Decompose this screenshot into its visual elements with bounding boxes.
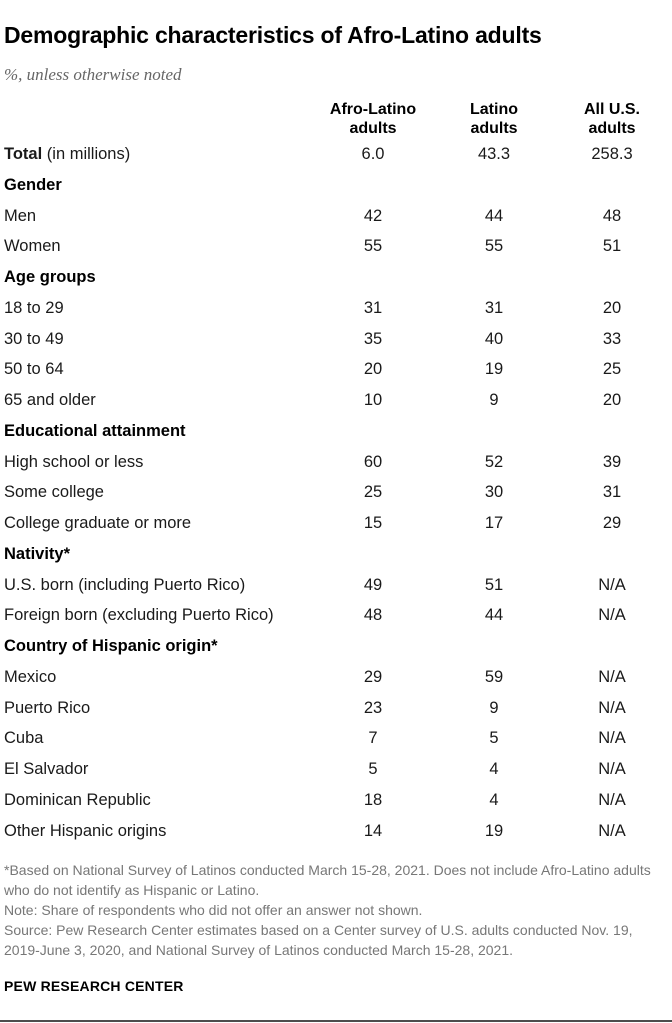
- table-row: [0, 477, 672, 508]
- table-row: [0, 570, 672, 601]
- cell-value: 5: [489, 729, 499, 748]
- cell-value: 30: [484, 483, 504, 502]
- cell-value: 60: [363, 452, 383, 471]
- footnote-note: Note: Share of respondents who did not offer an answer not shown.: [4, 902, 423, 918]
- data-table: [0, 139, 672, 846]
- cell-value: 7: [368, 729, 378, 748]
- cell-value: 20: [363, 360, 383, 379]
- cell-value: 39: [602, 452, 622, 471]
- section-header: [0, 170, 672, 201]
- cell-value: N/A: [598, 575, 626, 594]
- cell-value: 9: [489, 698, 499, 717]
- cell-value: 25: [602, 360, 622, 379]
- cell-value: 48: [602, 206, 622, 225]
- cell-value: 59: [484, 667, 504, 686]
- cell-value: 31: [602, 483, 622, 502]
- bottom-rule: [0, 1020, 672, 1022]
- table-row: [0, 693, 672, 724]
- table-row: [0, 201, 672, 232]
- table-row: [0, 816, 672, 847]
- section-header: [0, 416, 672, 447]
- row-label: Women: [4, 237, 61, 256]
- row-label: El Salvador: [4, 760, 89, 778]
- row-label: 50 to 64: [4, 360, 64, 379]
- row-label: High school or less: [4, 452, 144, 471]
- table-row: [0, 723, 672, 754]
- footnote-asterisk: *Based on National Survey of Latinos conducted March 15-28, 2021. Does not include Afro-Latino adults who do not identify as Hispanic or Latino.: [4, 862, 651, 898]
- row-label: 18 to 29: [4, 298, 64, 317]
- cell-value: N/A: [598, 667, 626, 686]
- cell-value: 44: [484, 206, 504, 225]
- section-label: Country of Hispanic origin*: [4, 637, 218, 655]
- column-header-0: Afro-Latino adults: [329, 101, 417, 137]
- row-label: Mexico: [4, 667, 57, 686]
- table-row: [0, 447, 672, 478]
- cell-value: 31: [363, 298, 383, 317]
- cell-value: N/A: [598, 790, 626, 809]
- cell-value: 19: [484, 821, 504, 840]
- cell-value: 4: [489, 760, 499, 778]
- table-row: [0, 385, 672, 416]
- section-label: Educational attainment: [4, 421, 186, 440]
- cell-value: 51: [602, 237, 622, 256]
- row-label: College graduate or more: [4, 514, 192, 532]
- row-label: Dominican Republic: [4, 790, 151, 809]
- cell-value: 18: [363, 790, 383, 809]
- row-label: Men: [4, 206, 37, 225]
- footnote-source: Source: Pew Research Center estimates based on a Center survey of U.S. adults conducted Nov. 19, 2019-June 3, 2020, and National Survey of Latinos conducted March 15-28, 2021.: [4, 922, 633, 958]
- cell-value: 29: [363, 667, 383, 686]
- table-row: [0, 662, 672, 693]
- row-label: Total (in millions): [4, 145, 131, 163]
- cell-value: 44: [484, 606, 504, 625]
- cell-value: N/A: [598, 606, 626, 625]
- cell-value: 40: [484, 329, 504, 348]
- cell-value: 31: [484, 298, 504, 317]
- table-row: [0, 231, 672, 262]
- row-label: U.S. born (including Puerto Rico): [4, 575, 246, 594]
- row-label: Puerto Rico: [4, 698, 91, 717]
- row-label: Foreign born (excluding Puerto Rico): [4, 606, 274, 625]
- cell-value: N/A: [598, 821, 626, 840]
- cell-value: 43.3: [477, 145, 511, 163]
- row-label: 65 and older: [4, 391, 96, 409]
- cell-value: 25: [363, 483, 383, 502]
- cell-value: 35: [363, 329, 383, 348]
- cell-value: 14: [363, 821, 383, 840]
- row-label: 30 to 49: [4, 329, 64, 348]
- table-row: [0, 754, 672, 785]
- cell-value: 9: [489, 391, 499, 409]
- section-header: [0, 262, 672, 293]
- cell-value: 4: [489, 790, 499, 809]
- cell-value: 20: [602, 391, 622, 409]
- chart-subtitle: %, unless otherwise noted: [4, 65, 182, 84]
- cell-value: N/A: [598, 760, 626, 778]
- cell-value: 19: [484, 360, 504, 379]
- column-header-2: All U.S. adults: [583, 101, 640, 137]
- cell-value: 42: [363, 206, 383, 225]
- column-header-1: Latino adults: [470, 101, 518, 137]
- section-label: Nativity*: [4, 544, 71, 563]
- table-row: [0, 324, 672, 355]
- cell-value: 5: [368, 760, 378, 778]
- section-header: [0, 539, 672, 570]
- cell-value: 29: [602, 514, 622, 532]
- cell-value: 6.0: [361, 145, 385, 163]
- cell-value: 20: [602, 298, 622, 317]
- table-row: [0, 508, 672, 539]
- row-label: Some college: [4, 483, 104, 502]
- cell-value: 55: [363, 237, 383, 256]
- table-row: [0, 600, 672, 631]
- table-row: [0, 785, 672, 816]
- cell-value: N/A: [598, 729, 626, 748]
- cell-value: 15: [363, 514, 383, 532]
- section-label: Gender: [4, 175, 62, 194]
- table-row: [0, 293, 672, 324]
- cell-value: 17: [484, 514, 504, 532]
- cell-value: 33: [602, 329, 622, 348]
- cell-value: 49: [363, 575, 383, 594]
- table-row: [0, 354, 672, 385]
- cell-value: 258.3: [591, 145, 633, 163]
- table-row: [0, 139, 672, 170]
- cell-value: 23: [363, 698, 383, 717]
- row-label: Cuba: [4, 729, 44, 748]
- section-header: [0, 631, 672, 662]
- cell-value: 10: [363, 391, 383, 409]
- footnotes: [4, 860, 672, 960]
- cell-value: 52: [484, 452, 504, 471]
- section-label: Age groups: [4, 268, 96, 286]
- chart-title: Demographic characteristics of Afro-Latino adults: [4, 22, 542, 48]
- source-label: PEW RESEARCH CENTER: [4, 978, 184, 994]
- cell-value: 55: [484, 237, 504, 256]
- row-label: Other Hispanic origins: [4, 821, 167, 840]
- cell-value: 51: [484, 575, 504, 594]
- cell-value: 48: [363, 606, 383, 625]
- cell-value: N/A: [598, 698, 626, 717]
